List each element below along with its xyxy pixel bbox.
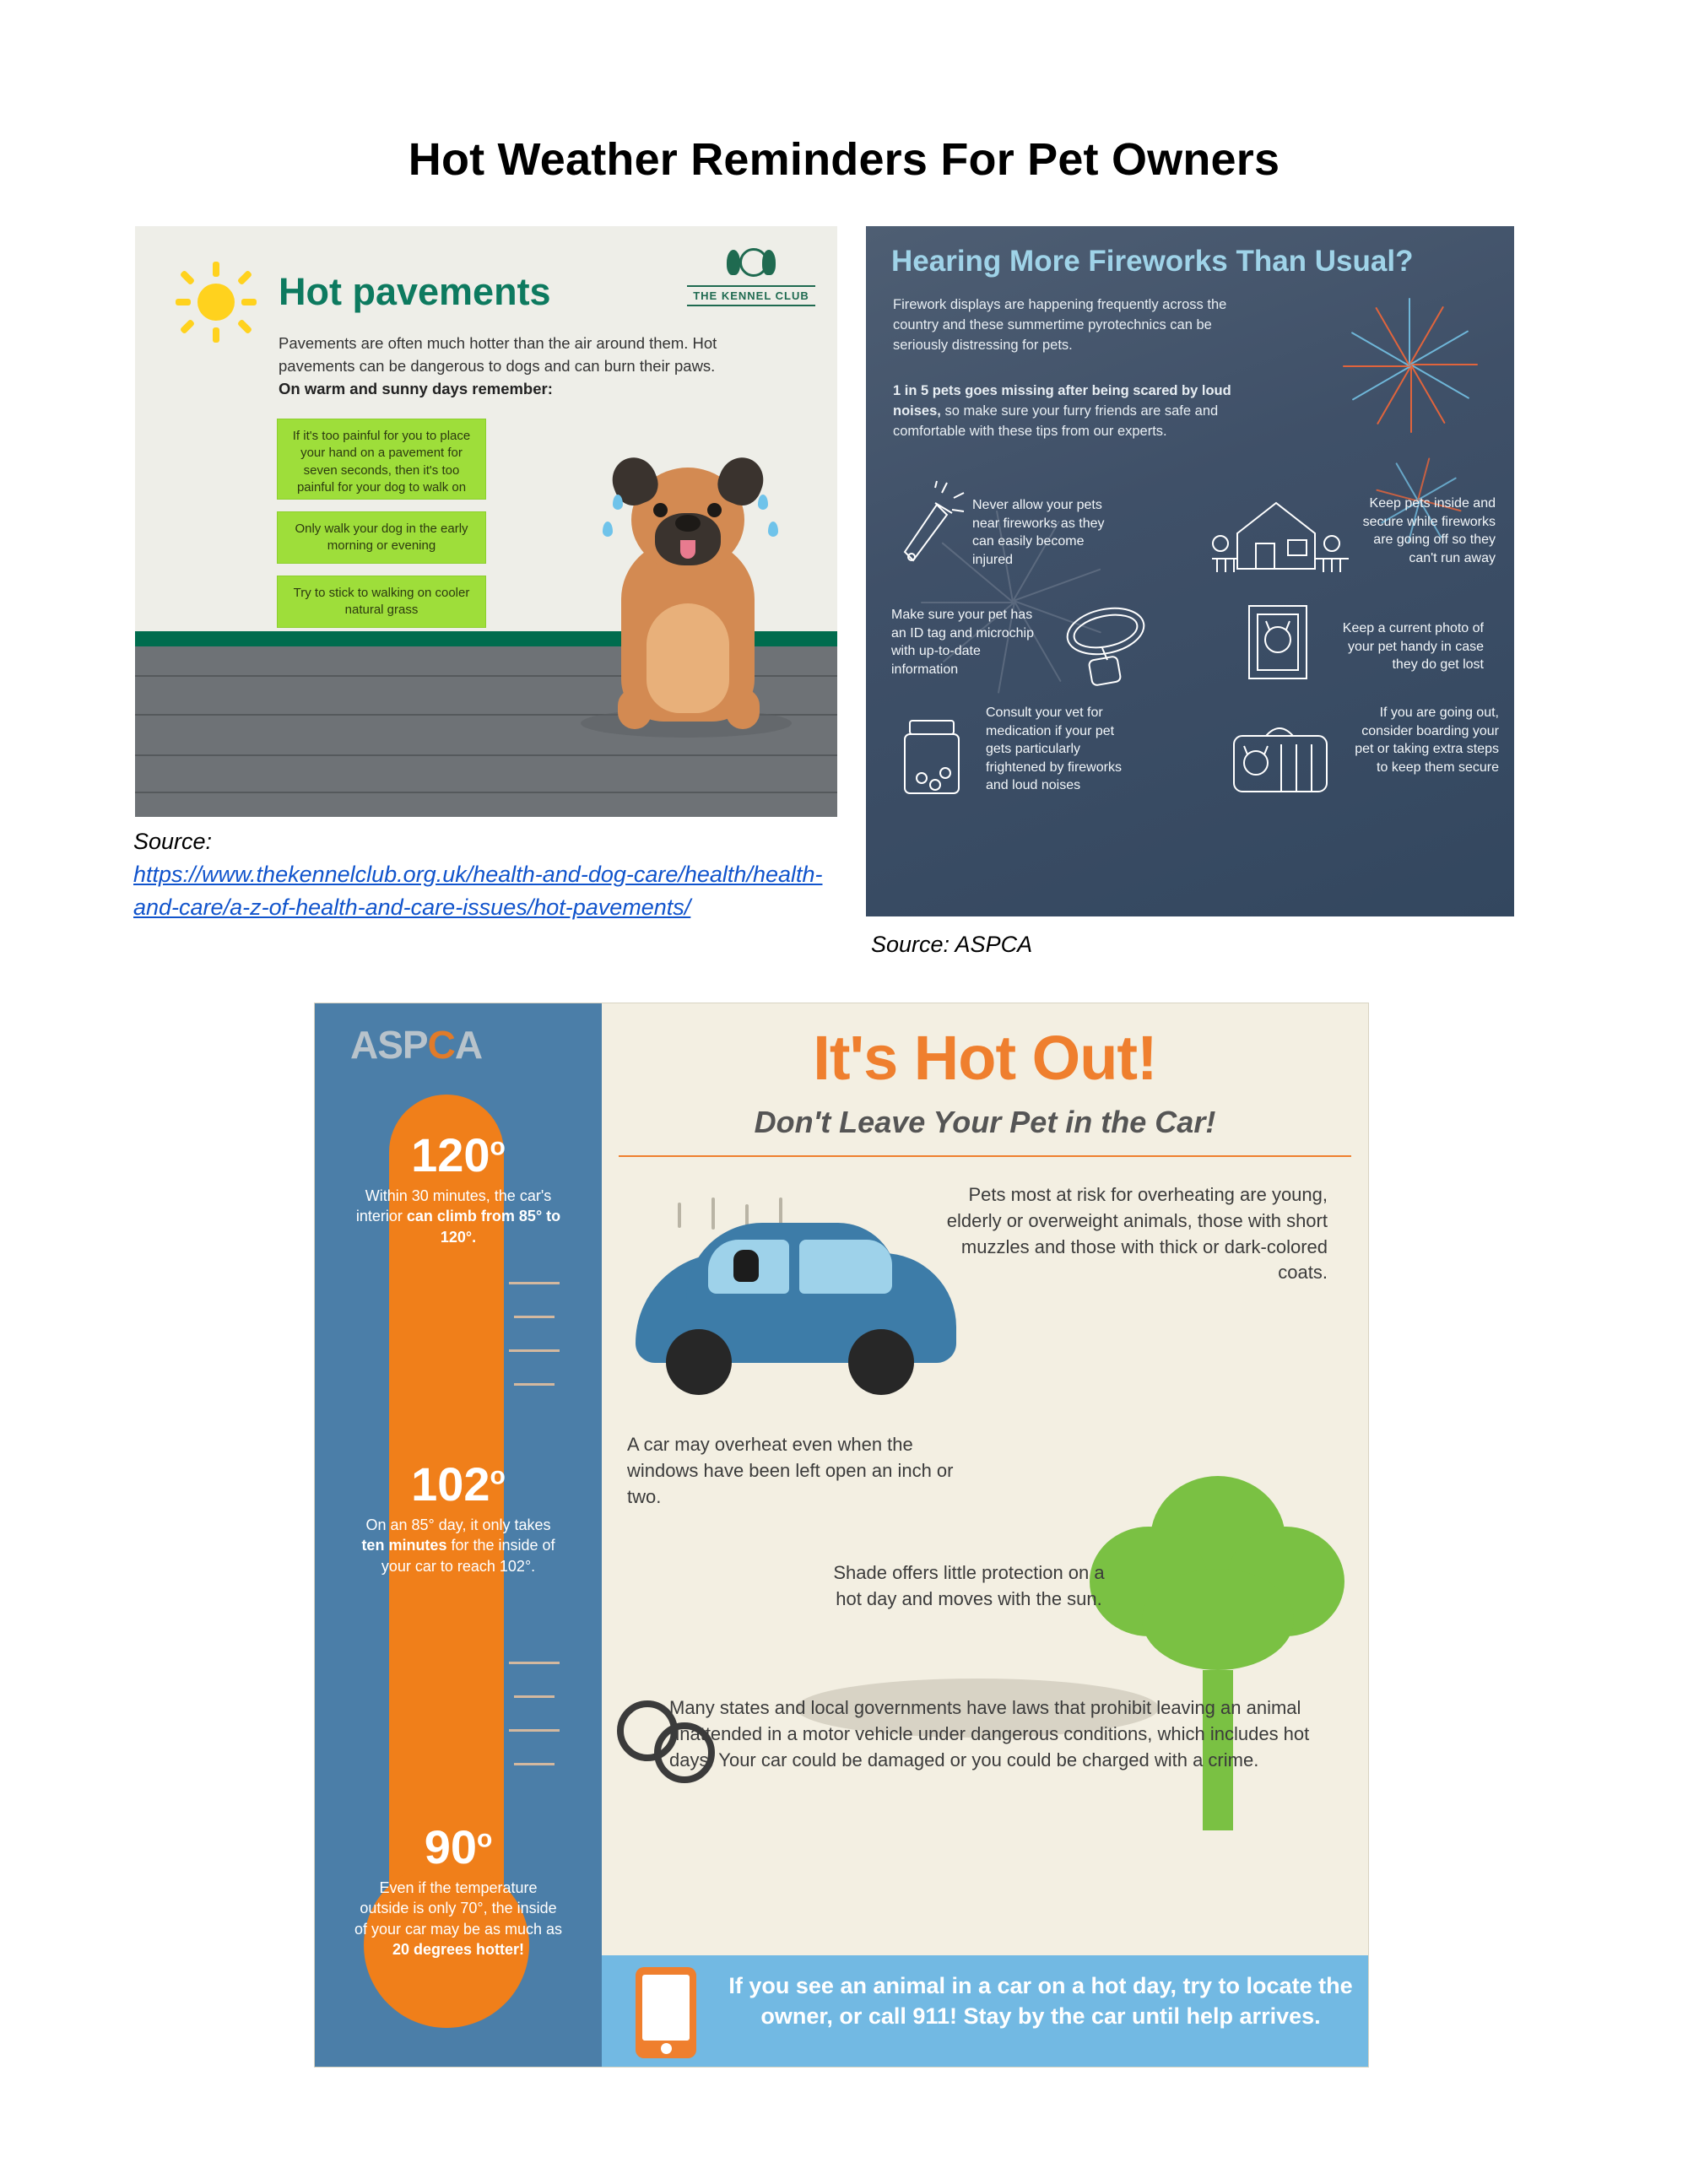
fireworks-tip: Keep pets inside and secure while fireworks are going off so they can't run away [1362,496,1496,565]
fireworks-tip: Consult your vet for medication if your pet gets particularly frightened by fireworks and loud noises [986,705,1122,793]
source-label: Source: [133,829,213,854]
tip-item: Only walk your dog in the early morning or evening [277,511,486,564]
thermometer-caption: Even if the temperature outside is only 70°, the inside of your car may be as much as 20 degrees hotter! [354,1879,563,1958]
framed-pet-photo-icon [1237,597,1318,690]
dog-illustration-icon [565,414,810,743]
aspca-logo: ASPCA [350,1023,483,1067]
hot-car-figure [314,1003,1369,2068]
kennel-club-logo-text: THE KENNEL CLUB [693,289,809,302]
aspca-source-caption: Source: ASPCA [871,932,1033,957]
kennel-source-caption [133,825,834,924]
figure-body-emphasis: On warm and sunny days remember: [279,379,553,397]
sun-icon [176,262,257,343]
hot-car-fact: A car may overheat even when the windows have been left open an inch or two. [627,1434,954,1507]
tree-icon [1074,1476,1353,1830]
fireworks-stat-bold: 1 in 5 pets goes missing after being scared by loud noises, [893,383,1231,419]
hot-car-footer [602,1955,1368,2068]
thermometer-reading [353,1820,564,1960]
kennel-club-crest-icon [727,245,776,282]
firework-rocket-icon [891,479,967,572]
hot-car-footer-text: If you see an animal in a car on a hot day, try to locate the owner, or call 911! Stay by the car until help arrives. [728,1973,1353,2030]
hot-pavements-figure [135,226,837,817]
fireworks-intro: Firework displays are happening frequently across the country and these summertime pyrotechnics can be seriously distressing for pets. [893,297,1227,353]
thermometer-reading [353,1128,564,1247]
thermometer-panel [315,1003,602,2067]
thermometer-caption: Within 30 minutes, the car's interior can climb from 85° to 120°. [355,1187,561,1246]
thermometer-reading [353,1457,564,1576]
figure-body-paragraph: Pavements are often much hotter than the air around them. Hot pavements can be dangerous to dogs and can burn their paws. [279,334,717,375]
car-illustration-icon [627,1203,982,1414]
firework-burst-icon [1339,294,1482,437]
pet-carrier-icon [1215,707,1344,808]
divider [619,1155,1351,1157]
tip-item: If it's too painful for you to place your hand on a pavement for seven seconds, then it's too painful for your dog to walk on [277,419,486,500]
thermometer-value: 120$^o$ [411,1128,506,1181]
kennel-source-link[interactable]: https://www.thekennelclub.org.uk/health-and-dog-care/health/health-and-care/a-z-of-health-and-care-issues/hot-pavements/ [133,862,823,921]
kennel-club-logo [687,245,815,309]
page-title: Hot Weather Reminders For Pet Owners [408,134,1280,185]
fireworks-tip: Keep a current photo of your pet handy in case they do get lost [1342,621,1484,673]
hot-car-content [602,1003,1368,2067]
tip-item: Try to stick to walking on cooler natural grass [277,576,486,628]
hot-car-fact: Many states and local governments have laws that prohibit leaving an animal unattended in a motor vehicle under dangerous conditions, which includes hot days. Your car could be damaged or you could be charged with a crime. [669,1697,1310,1770]
fireworks-stat [893,381,1252,442]
figure-body-text [279,332,717,400]
fireworks-tip: Never allow your pets near fireworks as they can easily become injured [972,498,1105,567]
fireworks-figure [866,226,1514,916]
thermometer-value: 90$^o$ [424,1820,493,1873]
hot-car-subtitle: Don't Leave Your Pet in the Car! [754,1105,1216,1139]
pill-bottle-icon [888,705,981,807]
phone-icon [636,1967,696,2058]
house-icon [1204,481,1355,582]
fireworks-heading: Hearing More Fireworks Than Usual? [891,245,1414,278]
hot-car-fact: Shade offers little protection on a hot day and moves with the sun. [833,1562,1105,1609]
fireworks-tip: If you are going out, consider boarding your pet or taking extra steps to keep them secure [1355,705,1499,775]
thermometer-value: 102$^o$ [411,1457,506,1511]
pet-collar-tag-icon [1053,594,1163,695]
thermometer-caption: On an 85° day, it only takes ten minutes for the inside of your car to reach 102°. [361,1516,555,1575]
hot-car-title: It's Hot Out! [813,1023,1157,1093]
hot-car-fact: Pets most at risk for overheating are young, elderly or overweight animals, those with short muzzles and those with thick or dark-colored coats. [946,1184,1328,1284]
figure-heading: Hot pavements [279,270,551,313]
fireworks-stat-rest: so make sure your furry friends are safe and comfortable with these tips from our experts. [893,403,1219,439]
fireworks-tip: Make sure your pet has an ID tag and microchip with up-to-date information [891,608,1034,677]
